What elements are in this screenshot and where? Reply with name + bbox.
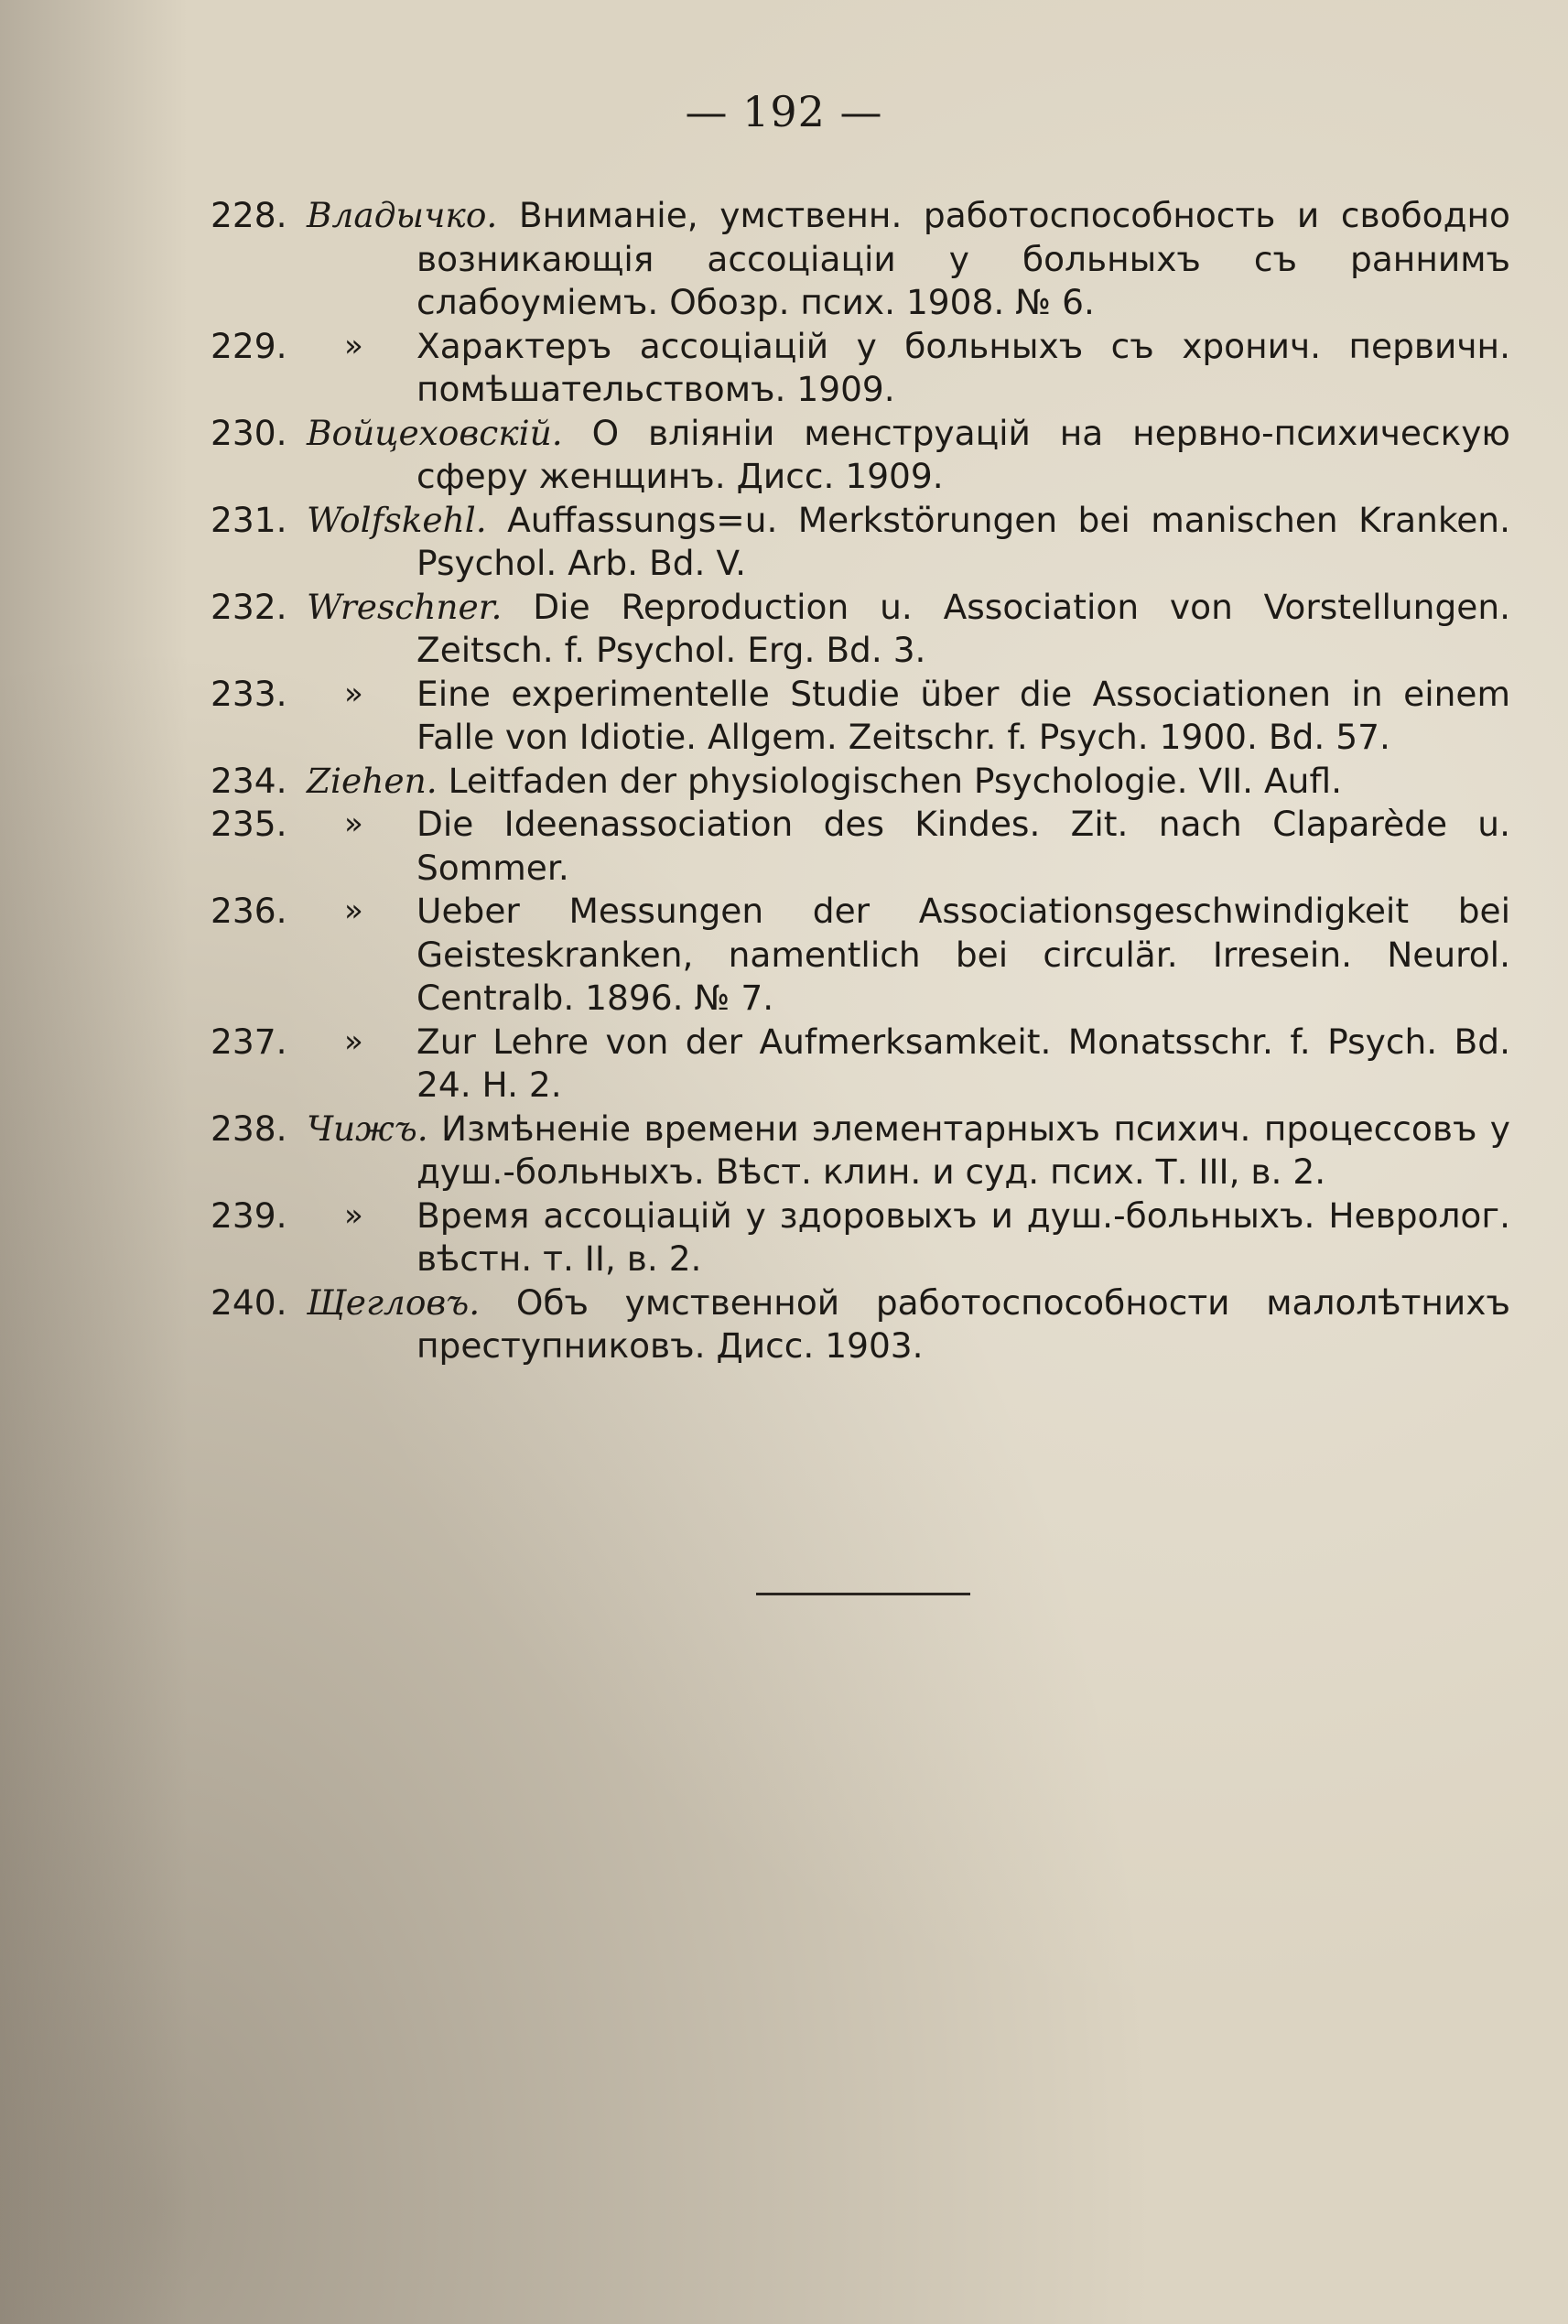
- bibliography-list: [211, 194, 1510, 1368]
- entry-number: 230.: [211, 412, 287, 453]
- bibliography-entry: [211, 890, 1510, 1021]
- entry-author: Чижъ.: [307, 1108, 428, 1149]
- bibliography-entry: [211, 1194, 1510, 1281]
- entry-number: 233.: [211, 673, 287, 714]
- entry-text: Характеръ ассоціацій у больныхъ съ хронич. первичн. помѣшательствомъ. 1909.: [416, 325, 1510, 409]
- entry-author-wrap: [307, 1282, 480, 1323]
- entry-text: Zur Lehre von der Aufmerksamkeit. Monatsschr. f. Psych. Bd. 24. H. 2.: [416, 1021, 1510, 1105]
- bibliography-entry: [211, 1281, 1510, 1368]
- entry-number: 236.: [211, 891, 287, 931]
- bibliography-entry: [211, 760, 1510, 804]
- entry-author: Wolfskehl.: [307, 499, 487, 540]
- entry-text: Auffassungs=u. Merkstörungen bei manischen Kranken. Psychol. Arb. Bd. V.: [416, 499, 1510, 583]
- bibliography-entry: [211, 803, 1510, 890]
- bibliography-entry: [211, 194, 1510, 325]
- entry-number: 237.: [211, 1021, 287, 1062]
- ditto-mark: »: [344, 892, 363, 929]
- entry-number: 232.: [211, 586, 287, 627]
- entry-text: Die Reproduction u. Association von Vorstellungen. Zeitsch. f. Psychol. Erg. Bd. 3.: [416, 586, 1511, 670]
- entry-number: 239.: [211, 1194, 287, 1236]
- bibliography-entry: [211, 1021, 1510, 1108]
- entry-number: 229.: [211, 325, 287, 366]
- entry-author: Владычко.: [307, 195, 498, 235]
- entry-text: Время ассоціацій у здоровыхъ и душ.-больныхъ. Невролог. вѣстн. т. II, в. 2.: [416, 1194, 1510, 1279]
- ditto-mark: »: [344, 805, 363, 842]
- entry-author-wrap: [307, 587, 502, 627]
- entry-author-wrap: [307, 195, 497, 235]
- entry-text: Ueber Messungen der Associationsgeschwindigkeit bei Geisteskranken, namentlich bei circulär. Irresein. Neurol. Centralb. 1896. № 7.: [416, 891, 1510, 1018]
- entry-text: Leitfaden der physiologischen Psychologie. VII. Aufl.: [448, 760, 1342, 801]
- entry-number: 238.: [211, 1108, 287, 1149]
- entry-number: 228.: [211, 195, 287, 235]
- entry-author-wrap: [307, 1108, 428, 1149]
- entry-author: Ziehen.: [307, 760, 438, 801]
- page-number: — 192 —: [685, 87, 883, 136]
- ditto-mark: »: [344, 1022, 363, 1060]
- entry-number: 235.: [211, 804, 287, 844]
- entry-author-wrap: [307, 413, 563, 453]
- entry-text: Eine experimentelle Studie über die Associationen in einem Falle von Idiotie. Allgem. Zeitschr. f. Psych. 1900. Bd. 57.: [416, 673, 1510, 757]
- entry-number: 234.: [211, 760, 287, 801]
- bibliography-entry: [211, 499, 1510, 586]
- bibliography-entry: [211, 586, 1510, 673]
- entry-text: Die Ideenassociation des Kindes. Zit. nach Claparède u. Sommer.: [416, 804, 1510, 888]
- entry-text: Вниманіе, умственн. работоспособность и свободно возникающія ассоціаціи у больныхъ съ раннимъ слабоуміемъ. Обозр. псих. 1908. № 6.: [416, 195, 1510, 322]
- ditto-mark: »: [344, 327, 363, 364]
- ditto-mark: »: [344, 1196, 363, 1234]
- entry-author-wrap: [307, 500, 487, 540]
- entry-number: 231.: [211, 499, 287, 540]
- bibliography-entry: [211, 1108, 1510, 1194]
- bibliography-entry: [211, 325, 1510, 412]
- ditto-mark: »: [344, 675, 363, 712]
- bibliography-entry: [211, 412, 1510, 499]
- entry-author-wrap: [307, 761, 438, 801]
- entry-number: 240.: [211, 1281, 287, 1323]
- entry-author: Войцеховскій.: [307, 412, 563, 453]
- entry-text: Измѣненіе времени элементарныхъ психич. процессовъ у душ.-больныхъ. Вѣст. клин. и суд. псих. Т. III, в. 2.: [416, 1108, 1510, 1192]
- bibliography-entry: [211, 673, 1510, 760]
- end-rule-divider: [756, 1593, 970, 1595]
- entry-text: Объ умственной работоспособности малолѣтнихъ преступниковъ. Дисс. 1903.: [416, 1281, 1510, 1366]
- entry-author: Wreschner.: [307, 586, 503, 627]
- entry-author: Щегловъ.: [307, 1281, 481, 1323]
- entry-text: О вліяніи менструацій на нервно-психическую сферу женщинъ. Дисс. 1909.: [416, 412, 1510, 496]
